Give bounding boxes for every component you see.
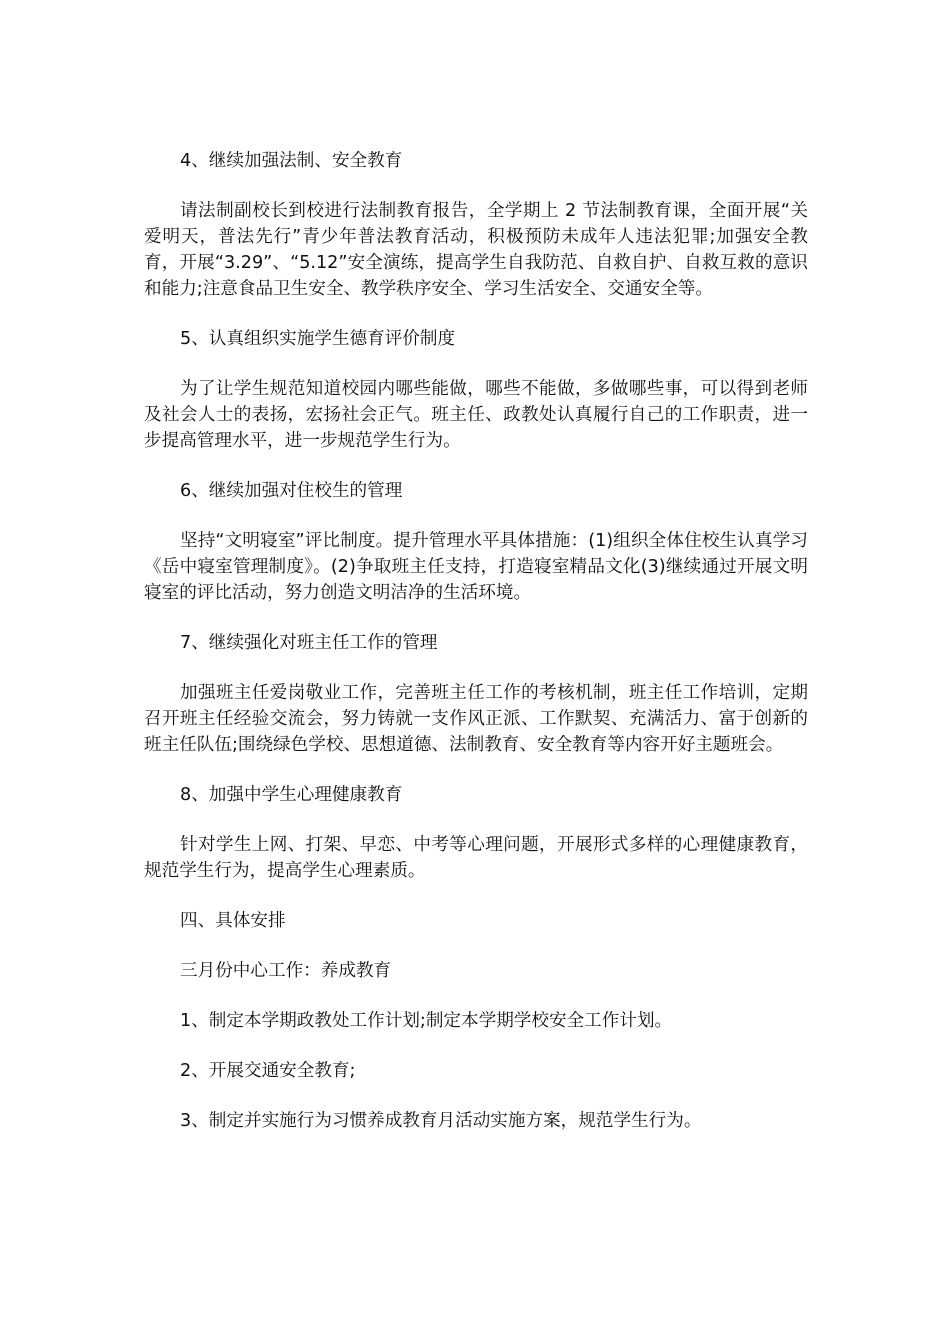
march-item-1: 1、制定本学期政教处工作计划;制定本学期学校安全工作计划。 <box>180 1011 673 1031</box>
paragraph-legal-safety-education: 请法制副校长到校进行法制教育报告，全学期上 2 节法制教育课，全面开展“关爱明天，普法先行”青少年普法教育活动，积极预防未成年人违法犯罪;加强安全教育，开展“3.29”、“5.12”安全演练，提高学生自我防范、自救自护、自救互救的意识和能力;注意食品卫生安全、教学秩序安全、学习生活安全、交通安全等。 <box>144 201 808 299</box>
section-heading-8: 8、加强中学生心理健康教育 <box>180 785 403 805</box>
section-heading-6: 6、继续加强对住校生的管理 <box>180 481 403 501</box>
march-focus-line: 三月份中心工作：养成教育 <box>180 961 392 981</box>
document-page <box>144 148 808 1158</box>
chapter-heading-specific-arrangements: 四、具体安排 <box>180 911 286 931</box>
paragraph-mental-health: 针对学生上网、打架、早恋、中考等心理问题，开展形式多样的心理健康教育，规范学生行为，提高学生心理素质。 <box>144 835 808 881</box>
paragraph-boarding-management: 坚持“文明寝室”评比制度。提升管理水平具体措施：(1)组织全体住校生认真学习《岳中寝室管理制度》。(2)争取班主任支持，打造寝室精品文化(3)继续通过开展文明寝室的评比活动，努力创造文明洁净的生活环境。 <box>144 531 808 603</box>
section-heading-5: 5、认真组织实施学生德育评价制度 <box>180 329 456 349</box>
section-heading-7: 7、继续强化对班主任工作的管理 <box>180 633 438 653</box>
march-item-3: 3、制定并实施行为习惯养成教育月活动实施方案，规范学生行为。 <box>180 1111 702 1131</box>
section-heading-4: 4、继续加强法制、安全教育 <box>180 151 403 171</box>
paragraph-head-teacher-management: 加强班主任爱岗敬业工作，完善班主任工作的考核机制，班主任工作培训，定期召开班主任经验交流会，努力铸就一支作风正派、工作默契、充满活力、富于创新的班主任队伍;围绕绿色学校、思想道德、法制教育、安全教育等内容开好主题班会。 <box>144 683 808 755</box>
march-item-2: 2、开展交通安全教育; <box>180 1061 356 1081</box>
paragraph-moral-evaluation: 为了让学生规范知道校园内哪些能做，哪些不能做，多做哪些事，可以得到老师及社会人士的表扬，宏扬社会正气。班主任、政教处认真履行自己的工作职责，进一步提高管理水平，进一步规范学生行为。 <box>144 379 808 451</box>
